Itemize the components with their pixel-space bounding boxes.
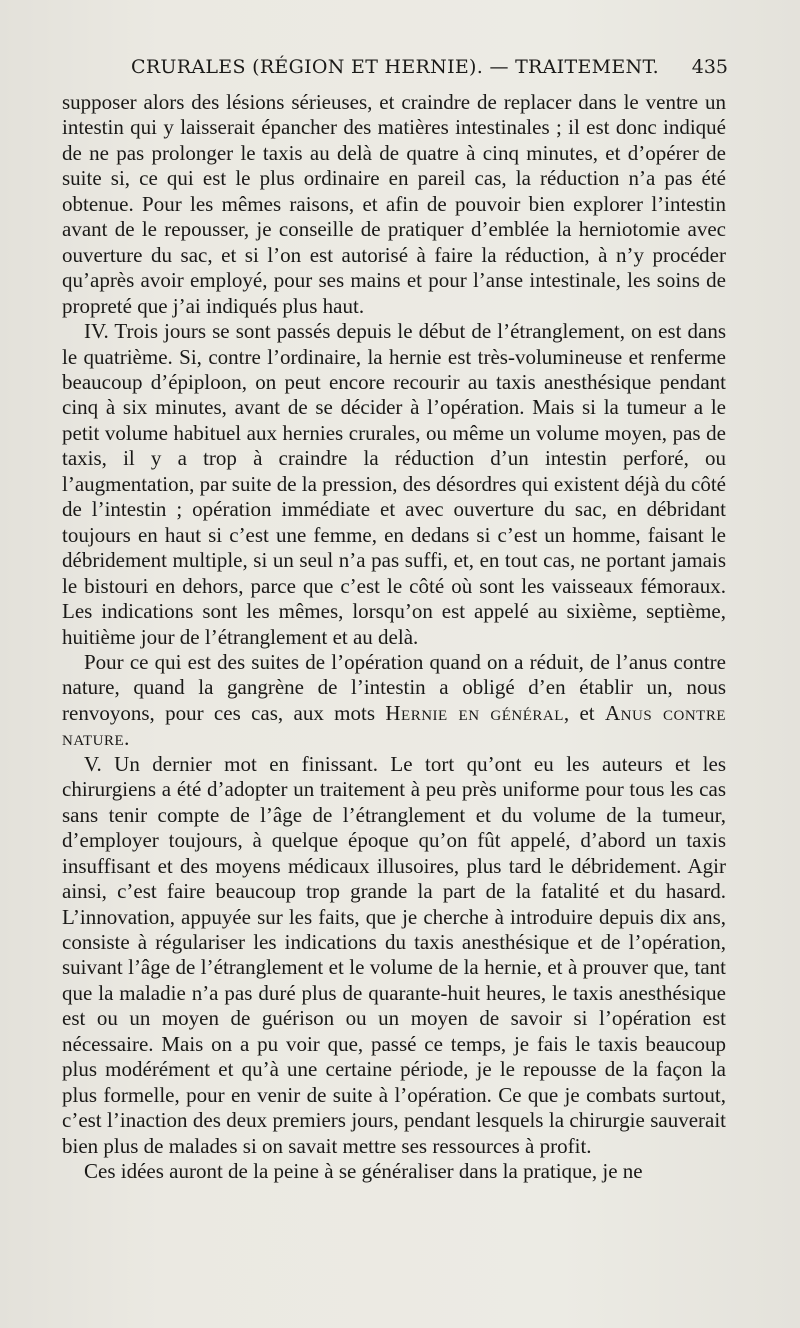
cross-reference-anus: Anus contre nature: [62, 700, 727, 751]
body-text: [62, 90, 726, 1184]
paragraph-final-line: Ces idées auront de la peine à se généraliser dans la pratique, je ne: [84, 1159, 643, 1184]
paragraph-text-before: Pour ce qui est des suites de l’opération quand on a réduit, de l’anus contre nature, quand la gangrène de l’intestin a obligé d’en établir un, nous renvoyons, pour ces cas, aux mots: [62, 649, 726, 725]
paragraph-text-middle: , et: [563, 700, 605, 725]
cross-reference-hernie: Hernie en général: [385, 700, 564, 725]
page-number: 435: [691, 56, 728, 78]
running-head: CRURALES (RÉGION ET HERNIE). — TRAITEMENT.: [130, 56, 659, 78]
paragraph-continuation: supposer alors des lésions sérieuses, et craindre de replacer dans le ventre un intestin qui y laisserait épancher des matières intestinales ; il est donc indiqué de ne pas prolonger le taxis au delà de quatre à cinq minutes, et d’opérer de suite si, ce qui est le plus ordinaire en pareil cas, la réduction n’a pas été obtenue. Pour les mêmes raisons, et afin de pouvoir bien explorer l’intestin avant de le repousser, je conseille de pratiquer d’emblée la herniotomie avec ouverture du sac, et si l’on est autorisé à faire la réduction, à n’y procéder qu’après avoir employé, pour ses mains et pour l’anse intestinale, les soins de propreté que j’ai indiqués plus haut.: [62, 90, 726, 318]
paragraph-suites-operation: [62, 650, 726, 752]
paragraph-text-after: .: [124, 726, 130, 751]
paragraph-section-iv: IV. Trois jours se sont passés depuis le début de l’étranglement, on est dans le quatrième. Si, contre l’ordinaire, la hernie est très-volumineuse et renferme beaucoup d’épiploon, on peut encore recourir au taxis anesthésique pendant cinq à six minutes, avant de se décider à l’opération. Mais si la tumeur a le petit volume habituel aux hernies crurales, ou même un volume moyen, pas de taxis, il y a trop à craindre la réduction d’un intestin perforé, ou l’augmentation, par suite de la pression, des désordres qui existent déjà du côté de l’intestin ; opération immédiate et avec ouverture du sac, en débridant toujours en haut si c’est une femme, en dedans si c’est un homme, faisant le débridement multiple, si un seul n’a pas suffi, et, en tout cas, ne portant jamais le bistouri en dehors, parce que c’est le côté où sont les vaisseaux fémoraux. Les indications sont les mêmes, lorsqu’on est appelé au sixième, septième, huitième jour de l’étranglement et au delà.: [62, 319, 726, 649]
page-header: [62, 56, 728, 84]
paragraph-section-v: V. Un dernier mot en finissant. Le tort qu’ont eu les auteurs et les chirurgiens a été d’adopter un traitement à peu près uniforme pour tous les cas sans tenir compte de l’âge de l’étranglement et du volume de la tumeur, d’employer toujours, à quelque époque qu’on fût appelé, d’abord un taxis insuffisant et des moyens médicaux illusoires, plus tard le débridement. Agir ainsi, c’est faire beaucoup trop grande la part de la fatalité et du hasard. L’innovation, appuyée sur les faits, que je cherche à introduire depuis dix ans, consiste à régulariser les indications du taxis anesthésique et de l’opération, suivant l’âge de l’étranglement et le volume de la hernie, et à prouver que, tant que la maladie n’a pas duré plus de quarante-huit heures, le taxis anesthésique est ou un moyen de guérison ou un moyen de savoir si l’opération est nécessaire. Mais on a pu voir que, passé ce temps, je fais le taxis beaucoup plus modérément et qu’à une certaine période, je le repousse de la façon la plus formelle, pour en venir de suite à l’opération. Ce que je combats surtout, c’est l’inaction des deux premiers jours, pendant lesquels la chirurgie sauverait bien plus de malades si on savait mettre ses ressources à profit.: [62, 751, 726, 1158]
